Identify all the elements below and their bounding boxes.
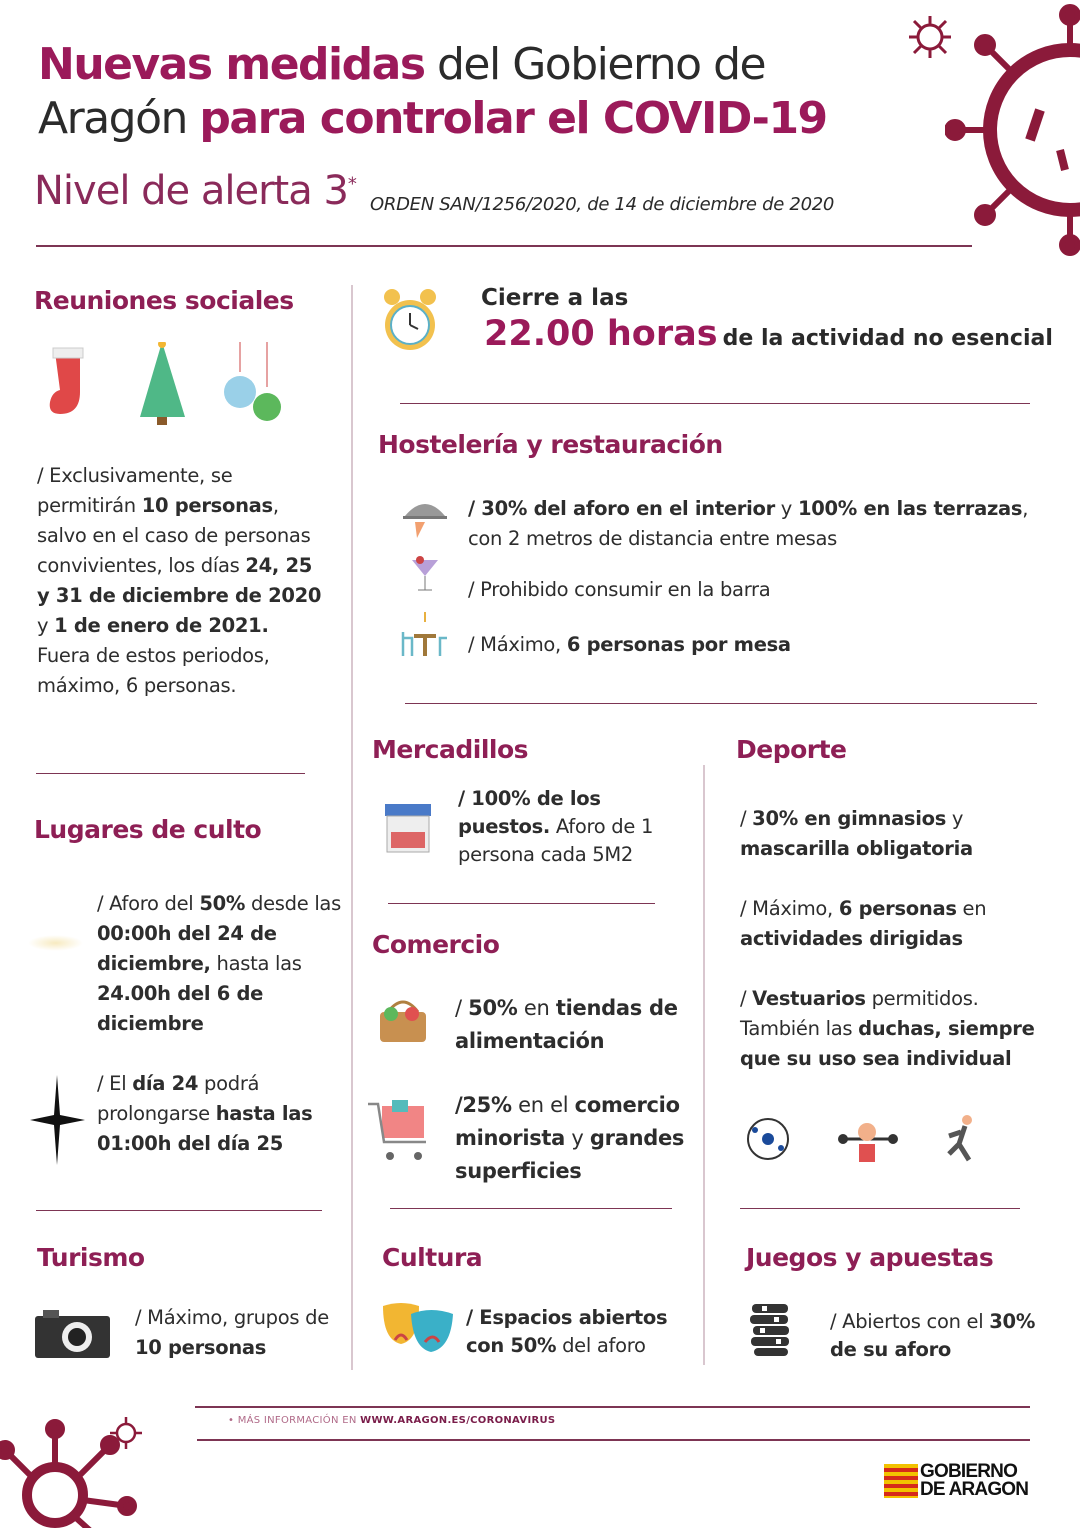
grocery-basket-icon [376, 992, 431, 1047]
culto-heading: Lugares de culto [34, 815, 262, 844]
comercio-heading: Comercio [372, 930, 500, 959]
cierre-rest: de la actividad no esencial [722, 326, 1053, 351]
turismo-text [135, 1303, 335, 1363]
cocktail-glass-icon [410, 552, 440, 594]
text-segment: hasta las [210, 952, 302, 975]
text-segment: comercio minorista [455, 1093, 680, 1150]
text-segment: / Espacios abiertos con 50% [466, 1306, 668, 1357]
text-segment: / 100% de los puestos. [458, 787, 601, 838]
text-segment: mascarilla obligatoria [740, 837, 973, 860]
text-segment: / [455, 996, 469, 1020]
text-segment: y [565, 1126, 590, 1150]
text-segment: / Máximo, grupos de [135, 1306, 329, 1329]
divider [390, 1208, 672, 1209]
text-segment: desde las [245, 892, 341, 915]
cultura-text [466, 1304, 691, 1360]
juegos-heading: Juegos y apuestas [746, 1243, 994, 1272]
cierre-hour: 22.00 horas [484, 314, 718, 354]
text-segment: en el [511, 1093, 575, 1117]
text-segment: 10 personas [135, 1336, 267, 1359]
text-segment: / El [97, 1072, 133, 1095]
text-segment: y [37, 614, 55, 637]
candle-glow-icon [28, 935, 83, 951]
star-sparkle-icon [30, 1075, 85, 1165]
cierre-label: Cierre a las [481, 285, 629, 311]
footer-divider-top [195, 1406, 1030, 1408]
header-divider [36, 245, 972, 247]
mercadillos-heading: Mercadillos [372, 735, 529, 764]
divider [740, 1208, 1020, 1209]
text-segment: y [946, 807, 964, 830]
more-info-link[interactable]: WWW.ARAGON.ES/CORONAVIRUS [360, 1415, 556, 1426]
title-line-2 [38, 92, 827, 146]
text-segment: 50% [468, 996, 518, 1020]
text-segment: 00:00h del 24 de diciembre, [97, 922, 277, 975]
text-segment: 10 personas [141, 494, 273, 517]
reuniones-heading: Reuniones sociales [34, 286, 294, 315]
hosteleria-item-3 [468, 630, 791, 660]
text-segment: 6 personas por mesa [566, 633, 791, 656]
casino-chips-icon [748, 1302, 793, 1357]
column-divider [703, 765, 705, 1365]
text-segment: 6 personas [838, 897, 957, 920]
text-segment: Vestuarios [752, 987, 866, 1010]
deporte-item-3 [740, 984, 1060, 1074]
virus-decoration-bottom-icon [0, 1400, 150, 1528]
runner-icon [949, 1115, 972, 1160]
text-segment: duchas, siempre que su uso sea individual [740, 1017, 1035, 1070]
column-divider [351, 285, 353, 1370]
cultura-heading: Cultura [382, 1243, 483, 1272]
text-segment: permitidos. También las [740, 987, 979, 1040]
text-segment: día 24 [132, 1072, 199, 1095]
text-segment: Aragón [38, 93, 200, 144]
divider [388, 903, 655, 904]
soccer-ball-icon [748, 1119, 788, 1159]
alarm-clock-icon [380, 283, 440, 358]
text-segment: , con 2 metros de distancia entre mesas [468, 497, 1029, 550]
market-stall-icon [383, 802, 433, 854]
hosteleria-item-2 [468, 575, 770, 605]
text-segment: 24.00h del 6 de diciembre [97, 982, 264, 1035]
aragon-flag-icon [884, 1464, 918, 1498]
title-line-1 [38, 38, 765, 92]
theater-masks-icon [381, 1300, 456, 1355]
text-segment: / [740, 807, 753, 830]
text-segment: Fuera de estos periodos, máximo, 6 personas. [37, 644, 270, 697]
camera-icon [35, 1308, 110, 1358]
weightlifter-icon [838, 1123, 898, 1162]
text-segment: / Prohibido consumir en la barra [468, 578, 771, 601]
order-reference: ORDEN SAN/1256/2020, de 14 de diciembre de 2020 [370, 194, 835, 215]
comercio-item-1 [455, 992, 695, 1058]
comercio-item-2 [455, 1089, 700, 1188]
deporte-item-2 [740, 894, 1050, 954]
text-segment: 1 de enero de 2021. [54, 614, 269, 637]
virus-decoration-icon [945, 0, 1080, 260]
text-segment: Aforo de 1 persona cada 5M2 [458, 815, 654, 866]
text-segment: / Abiertos con el [830, 1310, 990, 1333]
text-segment: para controlar el COVID-19 [199, 93, 827, 144]
text-segment: en [517, 996, 556, 1020]
text-segment: / Máximo, [468, 633, 567, 656]
text-segment: tiendas de alimentación [455, 996, 678, 1053]
gobierno-aragon-logo: GOBIERNO DE ARAGON [884, 1463, 1028, 1499]
text-segment: podrá prolongarse [97, 1072, 260, 1125]
text-segment: / Máximo, [740, 897, 839, 920]
text-segment: actividades dirigidas [740, 927, 963, 950]
christmas-tree-icon [140, 342, 185, 425]
text-segment: / 30% del aforo en el interior [468, 497, 775, 520]
more-info: • MÁS INFORMACIÓN EN WWW.ARAGON.ES/CORONAVIRUS [228, 1415, 556, 1426]
text-segment: grandes superficies [455, 1126, 685, 1183]
serving-cloche-icon [403, 492, 448, 542]
mercadillos-text [458, 785, 673, 869]
text-segment: hasta las 01:00h del día 25 [97, 1102, 313, 1155]
hosteleria-heading: Hostelería y restauración [378, 430, 723, 459]
text-segment: 24, 25 y 31 de diciembre de 2020 [37, 554, 322, 607]
shopping-cart-icon [368, 1100, 433, 1166]
table-chairs-icon [400, 612, 450, 658]
text-segment: , salvo en el caso de personas convivientes, los días [37, 494, 311, 577]
text-segment: del aforo [556, 1334, 646, 1357]
text-segment: Nuevas medidas [38, 39, 425, 90]
small-virus-icon [905, 12, 955, 62]
deporte-item-1 [740, 804, 1050, 864]
footer-divider-bottom [197, 1439, 1030, 1441]
text-segment: 50% [199, 892, 246, 915]
text-segment: del Gobierno de [424, 39, 766, 90]
deporte-heading: Deporte [736, 735, 847, 764]
alert-level: Nivel de alerta 3* [34, 168, 356, 214]
turismo-heading: Turismo [37, 1243, 145, 1272]
text-segment: y [774, 497, 798, 520]
christmas-ornaments-icon [224, 342, 281, 421]
text-segment: / Aforo del [97, 892, 200, 915]
divider [405, 703, 1037, 704]
cierre-hour-line [484, 314, 1053, 354]
juegos-text [830, 1308, 1040, 1364]
text-segment: /25% [455, 1093, 512, 1117]
reuniones-text [37, 461, 322, 701]
text-segment: 30% en gimnasios [752, 807, 947, 830]
text-segment: en [956, 897, 987, 920]
christmas-icons [45, 342, 295, 427]
culto-item-1 [97, 889, 347, 1039]
christmas-stocking-icon [50, 348, 83, 414]
text-segment: 30% de su aforo [830, 1310, 1036, 1361]
text-segment: 100% en las terrazas [797, 497, 1023, 520]
divider [36, 1210, 322, 1211]
hosteleria-item-1 [468, 494, 1038, 554]
text-segment: / Exclusivamente, se permitirán [37, 464, 233, 517]
sport-icons [745, 1112, 985, 1172]
divider [36, 773, 305, 774]
text-segment: / [740, 987, 753, 1010]
culto-item-2 [97, 1069, 342, 1159]
divider [400, 403, 1030, 404]
